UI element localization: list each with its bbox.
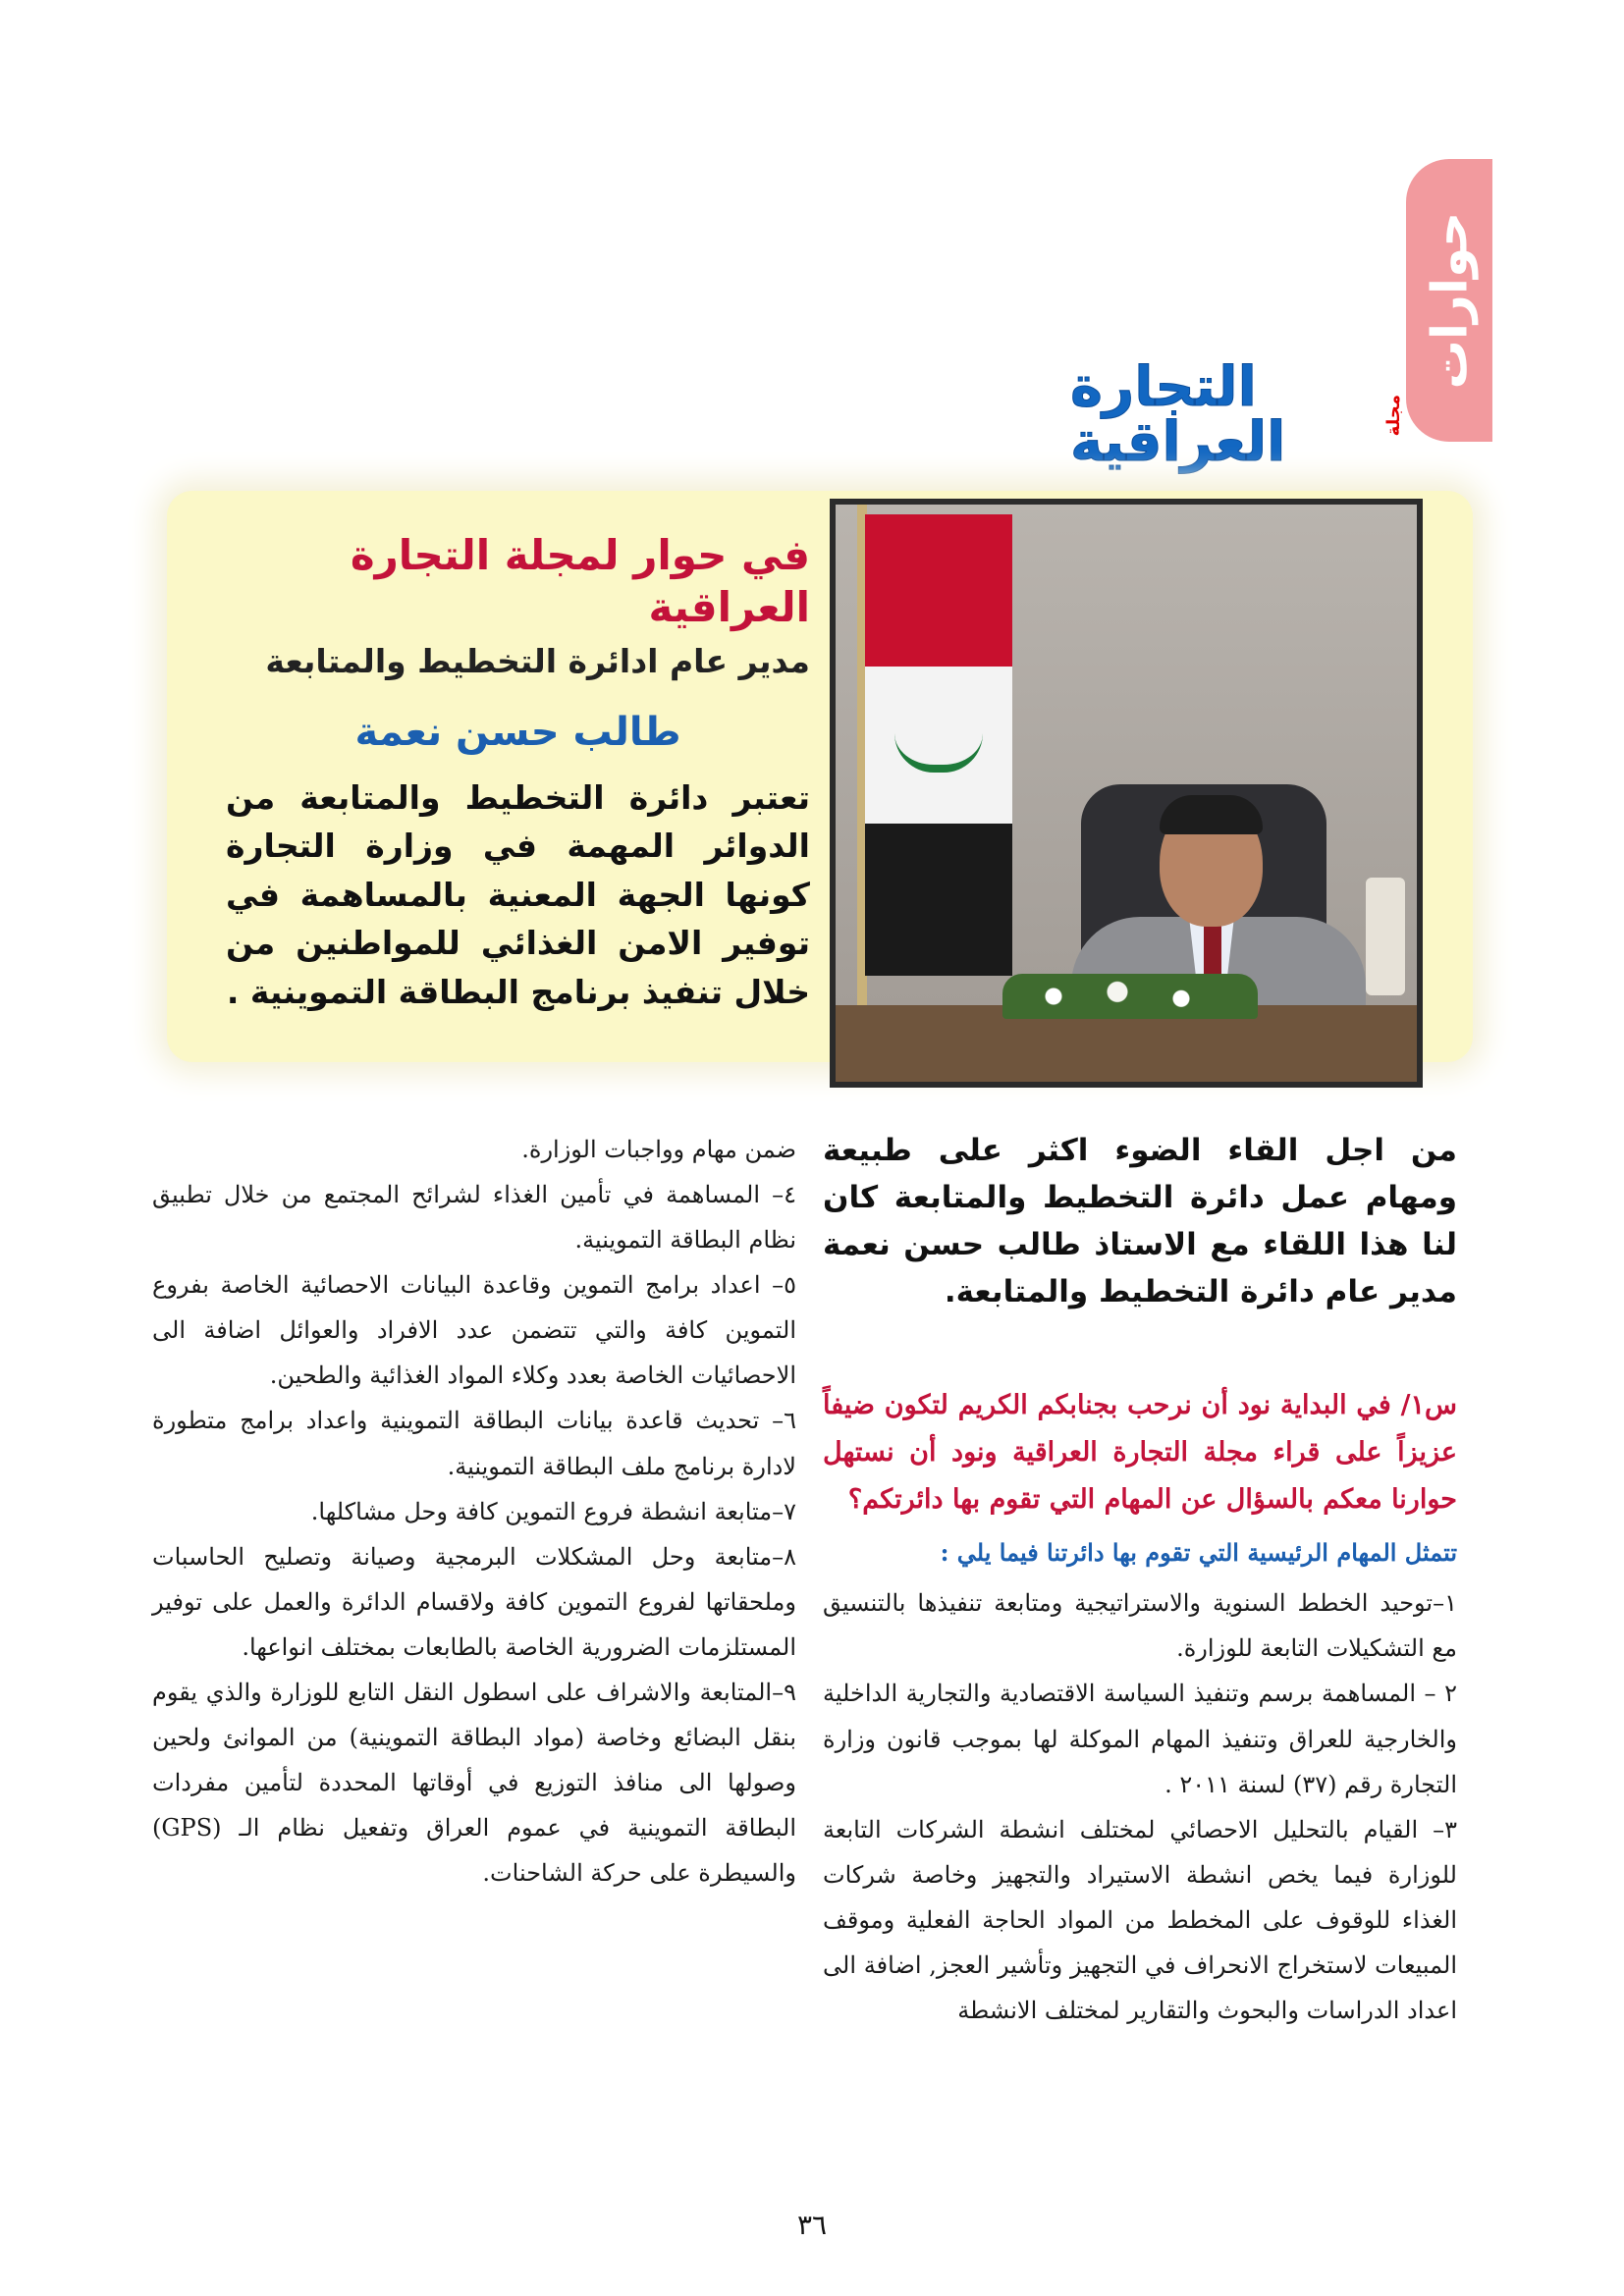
flower-arrangement — [1002, 974, 1258, 1019]
page-number: ٣٦ — [796, 2209, 828, 2241]
interviewee-position: مدير عام ادائرة التخطيط والمتابعة — [265, 642, 810, 680]
body-paragraph: ٨–متابعة وحل المشكلات البرمجية وصيانة وتصليح الحاسبات وملحقاتها لفروع التموين كافة ولاقسام الدائرة والعمل على توفير المستلزمات الضرورية الخاصة بالطابعات بمختلف انواعها. — [152, 1542, 796, 1661]
lead-paragraph: من اجل القاء الضوء اكثر على طبيعة ومهام عمل دائرة التخطيط والمتابعة كان لنا هذا اللقاء مع الاستاذ طالب حسن نعمة مدير عام دائرة التخطيط والمتابعة. — [823, 1133, 1457, 1310]
body-paragraph: ضمن مهام وواجبات الوزارة. — [521, 1136, 796, 1163]
interviewee-name: طالب حسن نعمة — [354, 709, 681, 755]
body-paragraph: ٦– تحديث قاعدة بيانات البطاقة التموينية واعداد برامج متطورة لادارة برنامج ملف البطاقة التموينية. — [152, 1407, 796, 1480]
section-tab-label: حوارات — [1421, 211, 1479, 390]
body-paragraph: ١–توحيد الخطط السنوية والاستراتيجية ومتابعة تنفيذها بالتنسيق مع التشكيلات التابعة للوزارة. — [823, 1589, 1457, 1663]
left-text-column — [152, 1127, 796, 1896]
interview-question: س١/ في البداية نود أن نرحب بجنابكم الكريم لتكون ضيفاً عزيزاً على قراء مجلة التجارة العراقية ونود أن نستهل حوارنا معكم بالسؤال عن المهام التي تقوم بها دائرتكم؟ — [823, 1390, 1457, 1516]
ministry-emblem-image — [1366, 878, 1405, 995]
body-paragraph: ٧–متابعة انشطة فروع التموين كافة وحل مشاكلها. — [310, 1497, 796, 1525]
body-paragraph: ٢ – المساهمة برسم وتنفيذ السياسة الاقتصادية والتجارية الداخلية والخارجية للعراق وتنفيذ المهام الموكلة لها بموجب قانون وزارة التجارة رقم (٣٧) لسنة ٢٠١١ . — [823, 1680, 1457, 1798]
body-paragraph: ٥– اعداد برامج التموين وقاعدة البيانات الاحصائية الخاصة بفروع التموين كافة والتي تتضمن عدد الافراد والعوائل اضافة الى الاحصائيات الخاصة بعدد وكلاء المواد الغذائية والطحين. — [152, 1271, 796, 1390]
person-hair — [1160, 795, 1263, 834]
magazine-masthead — [1070, 355, 1404, 474]
right-text-column — [823, 1127, 1457, 2033]
body-paragraph: ٩–المتابعة والاشراف على اسطول النقل التابع للوزارة والذي يقوم بنقل البضائع وخاصة (مواد البطاقة التموينية) من الموانئ ولحين وصولها الى منافذ التوزيع في أوقاتها المحددة لتأمين مفردات البطاقة التموينية في عموم العراق وتفعيل نظام الـ (GPS) والسيطرة على حركة الشاحنات. — [152, 1678, 796, 1888]
body-paragraph: ٤– المساهمة في تأمين الغذاء لشرائح المجتمع من خلال تطبيق نظام البطاقة التموينية. — [152, 1181, 796, 1255]
magazine-label: مجلة — [1383, 394, 1404, 437]
magazine-title: التجارة العراقية — [1070, 355, 1286, 474]
interview-headline: في حوار لمجلة التجارة العراقية — [350, 531, 810, 631]
hero-intro-paragraph: تعتبر دائرة التخطيط والمتابعة من الدوائر المهمة في وزارة التجارة كونها الجهة المعنية بالمساهمة في توفير الامن الغذائي للمواطنين من خلال تنفيذ برنامج البطاقة التموينية . — [226, 777, 810, 1011]
hero-text-block — [226, 530, 810, 1016]
section-tab — [1406, 159, 1492, 442]
answer-intro: تتمثل المهام الرئيسية التي تقوم بها دائرتنا فيما يلي : — [940, 1538, 1457, 1568]
interviewee-photo — [830, 499, 1423, 1088]
iraq-flag-image — [865, 514, 1012, 976]
body-paragraph: ٣– القيام بالتحليل الاحصائي لمختلف انشطة الشركات التابعة للوزارة فيما يخص انشطة الاستيراد والتجهيز وخاصة شركات الغذاء للوقوف على المخطط من المواد الحاجة الفعلية وموقف المبيعات لاستخراج الانحراف في التجهيز وتأشير العجز, اضافة الى اعداد الدراسات والبحوث والتقارير لمختلف الانشطة — [823, 1815, 1457, 2025]
